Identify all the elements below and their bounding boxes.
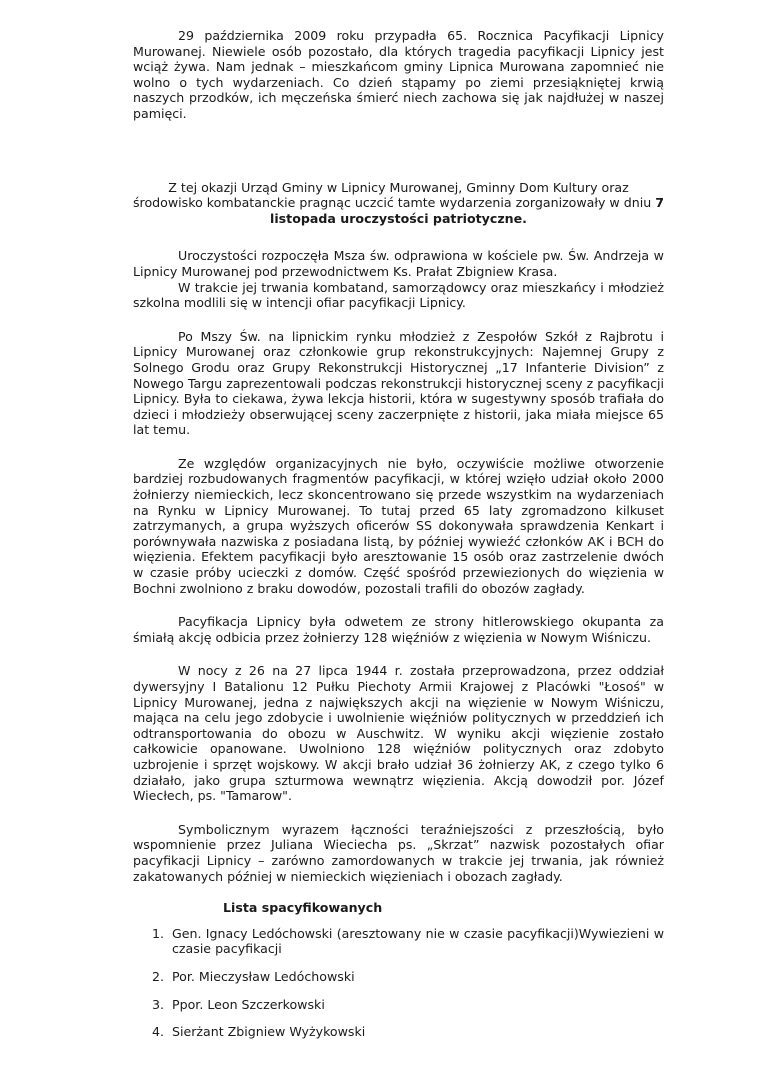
list-item-text: Gen. Ignacy Ledóchowski (aresztowany nie w czasie pacyfikacji)Wywiezieni w czasie pacyfikacji xyxy=(172,925,664,957)
paragraph-anniversary: 29 października 2009 roku przypadła 65. Rocznica Pacyfikacji Lipnicy Murowanej. Niewiele osób pozostało, dla których tragedia pacyfikacji Lipnicy jest wciąż żywa. Nam jednak – mieszkańcom gminy Lipnica Murowana zapomnieć nie wolno o tych wydarzeniach. Co dzień stąpamy po ziemi przesiąkniętej krwią naszych przodków, ich męczeńska śmierć niech zachowa się jak najdłużej w naszej pamięci. xyxy=(133,28,664,121)
paragraph-prison-action: W nocy z 26 na 27 lipca 1944 r. została przeprowadzona, przez oddział dywersyjny I Batalionu 12 Pułku Piechoty Armii Krajowej z Placówki "Łosoś" w Lipnicy Murowanej, jedna z największych akcji na więzienie w Nowym Wiśniczu, mająca na celu jego zdobycie i uwolnienie więźniów politycznych w przeddzień ich odtransportowania do obozu w Auschwitz. W wyniku akcji więzienie zostało całkowicie opanowane. Uwolniono 128 więźniów politycznych oraz zdobyto uzbrojenie i sprzęt wojskowy. W akcji brało udział 36 żołnierzy AK, z czego tylko 6 działało, jako grupa szturmowa wewnątrz więzienia. Akcją dowodził por. Józef Wiecłech, ps. "Tamarow". xyxy=(133,663,664,804)
victims-list-title: Lista spacyfikowanych xyxy=(223,900,383,916)
list-item xyxy=(133,997,664,1013)
list-item xyxy=(133,926,664,957)
paragraph-prayer: W trakcie jej trwania kombatand, samorządowcy oraz mieszkańcy i młodzież szkolna modlili się w intencji ofiar pacyfikacji Lipnicy. xyxy=(133,279,664,311)
announcement-date: 7 listopada uroczystości patriotyczne. xyxy=(270,195,664,226)
paragraph-remembrance: Symbolicznym wyrazem łączności teraźniejszości z przeszłością, było wspomnienie przez Juliana Wieciecha ps. „Skrzat” nazwisk pozostałych ofiar pacyfikacji Lipnicy – zarówno zamordowanych w trakcie jej trwania, jak również zakatowanych później w niemieckich więzieniach i obozach zagłady. xyxy=(133,821,664,884)
victims-list xyxy=(133,926,664,1040)
list-item-number: 1. xyxy=(152,925,165,941)
list-item-number: 4. xyxy=(152,1024,165,1040)
list-item-text: Por. Mieczysław Ledóchowski xyxy=(172,968,355,984)
list-item-number: 3. xyxy=(152,996,165,1012)
list-item xyxy=(133,1024,664,1040)
paragraph-retaliation: Pacyfikacja Lipnicy była odwetem ze strony hitlerowskiego okupanta za śmiałą akcję odbicia przez żołnierzy 128 więźniów z więzienia w Nowym Wiśniczu. xyxy=(133,614,664,645)
announcement-text: Z tej okazji Urząd Gminy w Lipnicy Murowanej, Gminny Dom Kultury oraz środowisko kombatanckie pragnąc uczcić tamte wydarzenia zorganizowały w dniu xyxy=(133,179,652,211)
list-item-text: Sierżant Zbigniew Wyżykowski xyxy=(172,1024,366,1040)
paragraph-reconstruction: Po Mszy Św. na lipnickim rynku młodzież z Zespołów Szkół z Rajbrotu i Lipnicy Murowanej oraz członkowie grup rekonstrukcyjnych: Najemnej Grupy z Solnego Grodu oraz Grupy Rekonstrukcji Historycznej „17 Infanterie Division” z Nowego Targu zaprezentowali podczas rekonstrukcji historycznej sceny z pacyfikacji Lipnicy. Była to ciekawa, żywa lekcja historii, która w sugestywny sposób trafiała do dzieci i młodzieży obserwującej sceny zaczerpnięte z historii, jaka miała miejsce 65 lat temu. xyxy=(133,328,664,438)
list-item xyxy=(133,969,664,985)
list-item-text: Ppor. Leon Szczerkowski xyxy=(172,996,325,1012)
paragraph-celebration-announcement xyxy=(133,180,664,227)
paragraph-mass: Uroczystości rozpoczęła Msza św. odprawiona w kościele pw. Św. Andrzeja w Lipnicy Murowanej pod przewodnictwem Ks. Prałat Zbigniew Krasa. xyxy=(133,248,664,279)
list-item-number: 2. xyxy=(152,968,165,984)
paragraph-pacification-details: Ze względów organizacyjnych nie było, oczywiście możliwe otworzenie bardziej rozbudowanych fragmentów pacyfikacji, w której wzięło udział około 2000 żołnierzy niemieckich, lecz skoncentrowano się przede wszystkim na wydarzeniach na Rynku w Lipnicy Murowanej. To tutaj przed 65 laty zgromadzono kilkuset zatrzymanych, a grupa wyższych oficerów SS dokonywała sprawdzenia Kenkart i porównywała nazwiska z posiadana listą, by później wywieźć członków AK i BCH do więzienia. Efektem pacyfikacji było aresztowanie 15 osób oraz zastrzelenie dwóch w czasie próby ucieczki z domów. Część spośród przewiezionych do więzienia w Bochni zwolniono z braku dowodów, pozostali trafili do obozów zagłady. xyxy=(133,455,664,596)
